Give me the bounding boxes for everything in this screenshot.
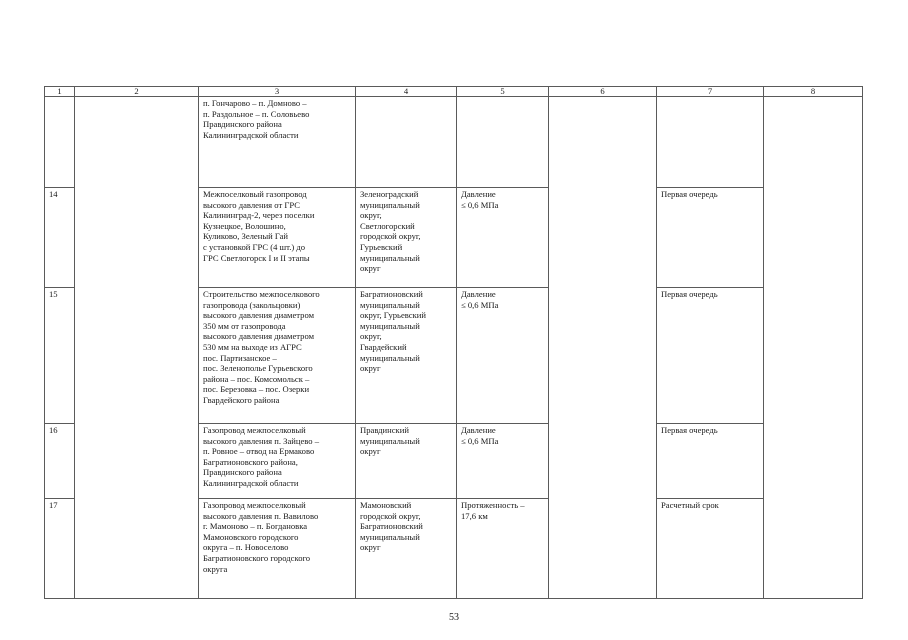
- row-number: 15: [45, 288, 75, 424]
- implementation-stage: Расчетный срок: [657, 499, 764, 599]
- column-8-merged-cell: [764, 97, 863, 599]
- implementation-stage: Первая очередь: [657, 288, 764, 424]
- header-cell: 2: [75, 87, 199, 97]
- gas-pipeline-table: [44, 86, 863, 599]
- territory: Мамоновский городской округ, Багратионовский муниципальный округ: [356, 499, 457, 599]
- column-2-merged-cell: [75, 97, 199, 599]
- header-cell: 6: [549, 87, 657, 97]
- territory: Багратионовский муниципальный округ, Гурьевский муниципальный округ, Гвардейский муниципальный округ: [356, 288, 457, 424]
- implementation-stage: Первая очередь: [657, 424, 764, 499]
- parameters: Протяженность – 17,6 км: [457, 499, 549, 599]
- header-cell: 3: [199, 87, 356, 97]
- header-cell: 7: [657, 87, 764, 97]
- row-number: 16: [45, 424, 75, 499]
- column-6-merged-cell: [549, 97, 657, 599]
- territory: [356, 97, 457, 188]
- object-description: Газопровод межпоселковый высокого давления п. Вавилово г. Мамоново – п. Богдановка Мамоновского городского округа – п. Новоселово Багратионовского городского округа: [199, 499, 356, 599]
- object-description: п. Гончарово – п. Домново – п. Раздольное – п. Соловьево Правдинского района Калининградской области: [199, 97, 356, 188]
- implementation-stage: [657, 97, 764, 188]
- table-row: [45, 97, 863, 188]
- row-number: 14: [45, 188, 75, 288]
- object-description: Межпоселковый газопровод высокого давления от ГРС Калининград-2, через поселки Кузнецкое, Волошино, Куликово, Зеленый Гай с установкой ГРС (4 шт.) до ГРС Светлогорск I и II этапы: [199, 188, 356, 288]
- parameters: Давление ≤ 0,6 МПа: [457, 188, 549, 288]
- page-number: 53: [449, 612, 459, 623]
- row-number: [45, 97, 75, 188]
- parameters: [457, 97, 549, 188]
- implementation-stage: Первая очередь: [657, 188, 764, 288]
- header-cell: 8: [764, 87, 863, 97]
- header-cell: 4: [356, 87, 457, 97]
- territory: Правдинский муниципальный округ: [356, 424, 457, 499]
- object-description: Строительство межпоселкового газопровода (закольцовки) высокого давления диаметром 350 мм от газопровода высокого давления диаметром 530 мм на выходе из АГРС пос. Партизанское – пос. Зеленополье Гурьевского района – пос. Комсомольск – пос. Березовка – пос. Озерки Гвардейского района: [199, 288, 356, 424]
- object-description: Газопровод межпоселковый высокого давления п. Зайцево – п. Ровное – отвод на Ермаково Багратионовского района, Правдинского района Калининградской области: [199, 424, 356, 499]
- territory: Зеленоградский муниципальный округ, Светлогорский городской округ, Гурьевский муниципальный округ: [356, 188, 457, 288]
- parameters: Давление ≤ 0,6 МПа: [457, 424, 549, 499]
- parameters: Давление ≤ 0,6 МПа: [457, 288, 549, 424]
- row-number: 17: [45, 499, 75, 599]
- header-cell: 5: [457, 87, 549, 97]
- header-cell: 1: [45, 87, 75, 97]
- header-row: [45, 87, 863, 97]
